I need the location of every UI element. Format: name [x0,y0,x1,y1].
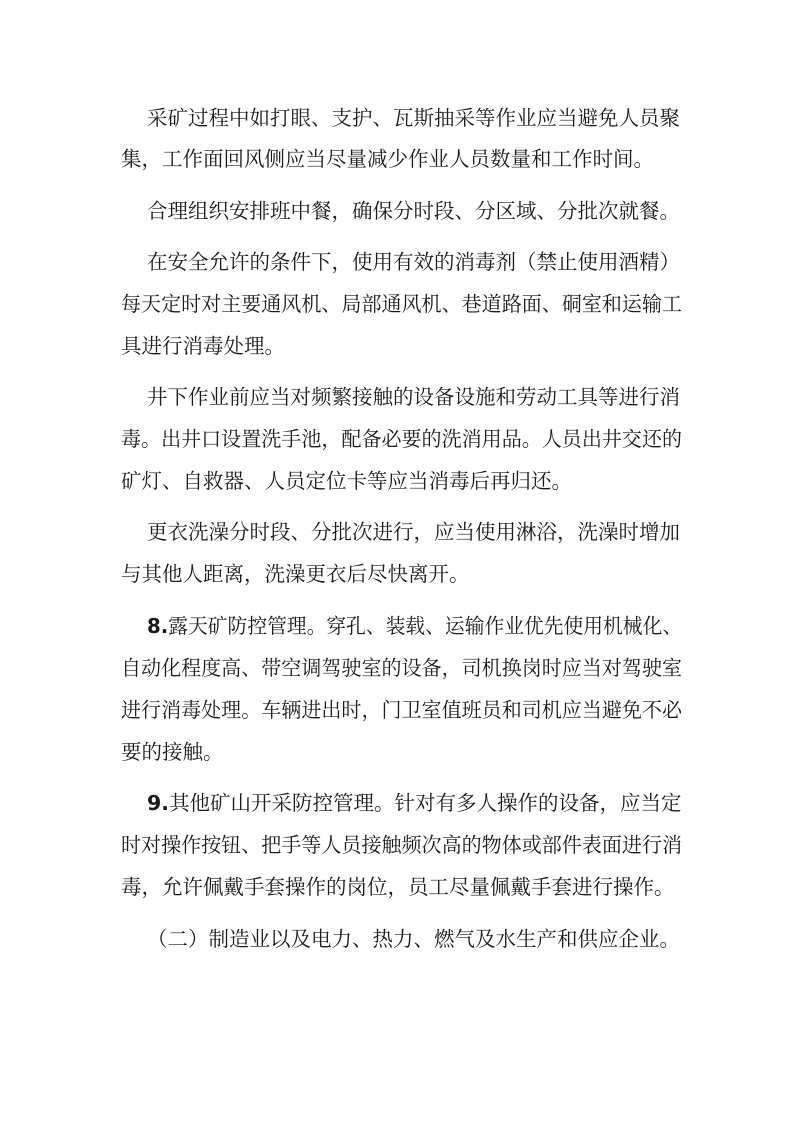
text-line: 与其他人距离，洗澡更衣后尽快离开。 [121,562,470,586]
text-line: 矿灯、自救器、人员定位卡等应当消毒后再归还。 [121,469,572,493]
text-line: 采矿过程中如打眼、支护、瓦斯抽采等作业应当避免人员聚 [147,106,680,130]
text-line: 毒，允许佩戴手套操作的岗位，员工尽量佩戴手套进行操作。 [121,875,675,899]
text-line-content: 露天矿防控管理。穿孔、装载、运输作业优先使用机械化、 [168,614,683,638]
text-line: 时对操作按钮、把手等人员接触频次高的物体或部件表面进行消 [121,833,683,857]
item-number: 8. [147,614,169,638]
text-line-content: 其他矿山开采防控管理。针对有多人操作的设备，应当定 [169,791,682,815]
text-line: 进行消毒处理。车辆进出时，门卫室值班员和司机应当避免不必 [121,698,683,722]
item-number: 9. [147,791,170,815]
text-line: 要的接触。 [121,740,224,764]
text-line: 集，工作面回风侧应当尽量减少作业人员数量和工作时间。 [121,147,654,171]
text-line: 更衣洗澡分时段、分批次进行，应当使用淋浴，洗澡时增加 [147,520,680,544]
text-line: 在安全允许的条件下，使用有效的消毒剂（禁止使用酒精） [147,250,680,274]
text-line: 合理组织安排班中餐，确保分时段、分区域、分批次就餐。 [147,199,680,223]
text-line [147,788,682,818]
text-line: 具进行消毒处理。 [121,334,285,358]
text-line: 自动化程度高、带空调驾驶室的设备，司机换岗时应当对驾驶室 [121,656,683,680]
text-line: 井下作业前应当对频繁接触的设备设施和劳动工具等进行消 [147,385,680,409]
section-heading-text: （二）制造业以及电力、热力、燃气及水生产和供应企业。 [147,927,680,951]
text-line: 每天定时对主要通风机、局部通风机、巷道路面、硐室和运输工 [121,292,683,316]
text-line: 毒。出井口设置洗手池，配备必要的洗消用品。人员出井交还的 [121,427,683,451]
text-line [147,611,682,641]
